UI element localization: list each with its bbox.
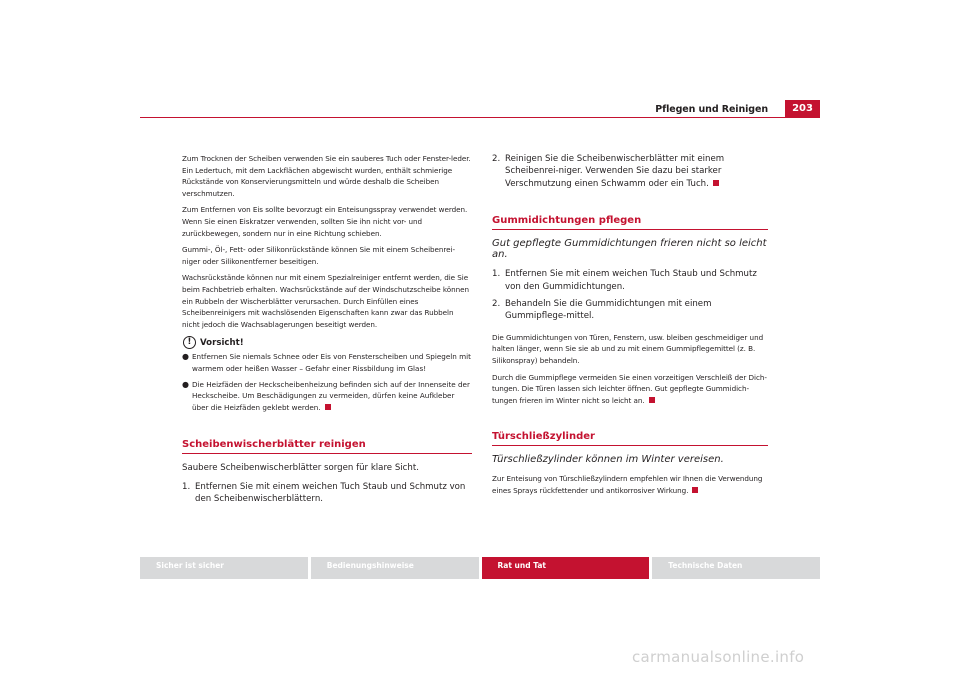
left-column <box>182 153 472 511</box>
page-number: 203 <box>785 100 820 118</box>
warning-bullet <box>182 351 472 374</box>
step-item <box>492 153 768 190</box>
paragraph-lock-deicing: Zur Enteisung von Türschließzylindern empfehlen wir Ihnen die Verwendung eines Sprays rückfettender und antikorrosiver Wirkung. <box>492 474 763 495</box>
bullet-icon: ● <box>182 379 189 389</box>
warning-header <box>182 336 472 349</box>
warning-bullet-text: Entfernen Sie niemals Schnee oder Eis von Fensterscheiben und Spiegeln mit warmem oder heißen Wasser – Gefahr einer Rissbildung im Glas! <box>192 352 471 373</box>
section-title-wiper: Scheibenwischerblätter reinigen <box>182 439 472 454</box>
page-header-title: Pflegen und Reinigen <box>655 104 768 115</box>
tab-sicher-ist-sicher[interactable]: Sicher ist sicher <box>140 557 308 579</box>
end-mark-icon <box>692 487 698 493</box>
footer-tabs <box>140 557 820 579</box>
step-text: Reinigen Sie die Scheibenwischerblätter mit einem Scheibenrei-niger. Verwenden Sie dazu bei starker Verschmutzung einen Schwamm oder ein Tuch. <box>505 154 725 189</box>
tab-rat-und-tat[interactable]: Rat und Tat <box>482 557 650 579</box>
header-rule <box>140 117 820 118</box>
end-mark-icon <box>649 397 655 403</box>
right-column <box>492 153 768 502</box>
paragraph-drying: Zum Trocknen der Scheiben verwenden Sie ein sauberes Tuch oder Fenster-leder. Ein Ledertuch, mit dem Lackflächen abgewischt wurden, enthält schmierige Rückstände von Konservierungsmitteln und würde deshalb die Scheiben verschmutzen. <box>182 154 471 198</box>
tab-technische-daten[interactable]: Technische Daten <box>652 557 820 579</box>
step-number: 1. <box>492 269 501 280</box>
warning-title: Vorsicht! <box>200 337 244 348</box>
step-item <box>492 268 768 293</box>
warning-icon: ! <box>183 336 196 349</box>
step-text: Entfernen Sie mit einem weichen Tuch Staub und Schmutz von den Gummidichtungen. <box>505 269 757 292</box>
end-mark-icon <box>325 404 331 410</box>
step-number: 2. <box>492 299 501 310</box>
step-item <box>182 481 472 506</box>
step-text: Entfernen Sie mit einem weichen Tuch Staub und Schmutz von den Scheibenwischerblättern. <box>195 481 466 505</box>
end-mark-icon <box>713 180 719 186</box>
paragraph-seal-care: Die Gummidichtungen von Türen, Fenstern, usw. bleiben geschmeidiger und halten länger, wenn Sie sie ab und zu mit einem Gummipflegemittel (z. B. Silikonspray) behandeln. <box>492 332 764 366</box>
paragraph-seal-wear: Durch die Gummipflege vermeiden Sie einen vorzeitigen Verschleiß der Dich-tungen. Die Türen lassen sich leichter öffnen. Gut gepflegte Gummidich-tungen frieren im Winter nicht so leicht an. <box>492 372 767 405</box>
step-number: 2. <box>492 154 501 164</box>
step-number: 1. <box>182 481 191 492</box>
section-intro: Saubere Scheibenwischerblätter sorgen für klare Sicht. <box>182 463 419 474</box>
watermark: carmanualsonline.info <box>632 648 805 666</box>
section-subtitle-lock-cylinder: Türschließzylinder können im Winter vereisen. <box>492 454 724 466</box>
section-title-rubber-seals: Gummidichtungen pflegen <box>492 215 768 230</box>
bullet-icon: ● <box>182 352 189 362</box>
paragraph-wax: Wachsrückstände können nur mit einem Spezialreiniger entfernt werden, die Sie beim Fachbetrieb erhalten. Wachsrückstände auf der Windschutzscheibe können ein Rubbeln der Wischerblätter verursachen. Durch Einfüllen eines Scheibenreinigers mit wachslösenden Eigenschaften kann zwar das Rubbeln nicht jedoch die Wachsablagerungen beseitigt werden. <box>182 273 470 329</box>
paragraph-ice: Zum Entfernen von Eis sollte bevorzugt ein Enteisungsspray verwendet werden. Wenn Sie einen Eiskratzer verwenden, sollten Sie ihn nicht vor- und zurückbewegen, sondern nur in eine Richtung schieben. <box>182 205 468 238</box>
step-item <box>492 298 768 323</box>
section-title-lock-cylinder: Türschließzylinder <box>492 431 768 446</box>
paragraph-residue: Gummi-, Öl-, Fett- oder Silikonrückstände können Sie mit einem Scheibenrei-niger oder Silikonentferner beseitigen. <box>182 245 456 266</box>
step-text: Behandeln Sie die Gummidichtungen mit einem Gummipflege-mittel. <box>505 299 712 322</box>
warning-bullet <box>182 379 472 414</box>
tab-bedienungshinweise[interactable]: Bedienungshinweise <box>311 557 479 579</box>
section-subtitle-rubber-seals: Gut gepflegte Gummidichtungen frieren nicht so leicht an. <box>492 238 767 261</box>
warning-bullet-text: Die Heizfäden der Heckscheibenheizung befinden sich auf der Innenseite der Heckscheibe. Um Beschädigungen zu vermeiden, dürfen keine Aufkleber über die Heizfäden geklebt werden. <box>192 379 470 412</box>
